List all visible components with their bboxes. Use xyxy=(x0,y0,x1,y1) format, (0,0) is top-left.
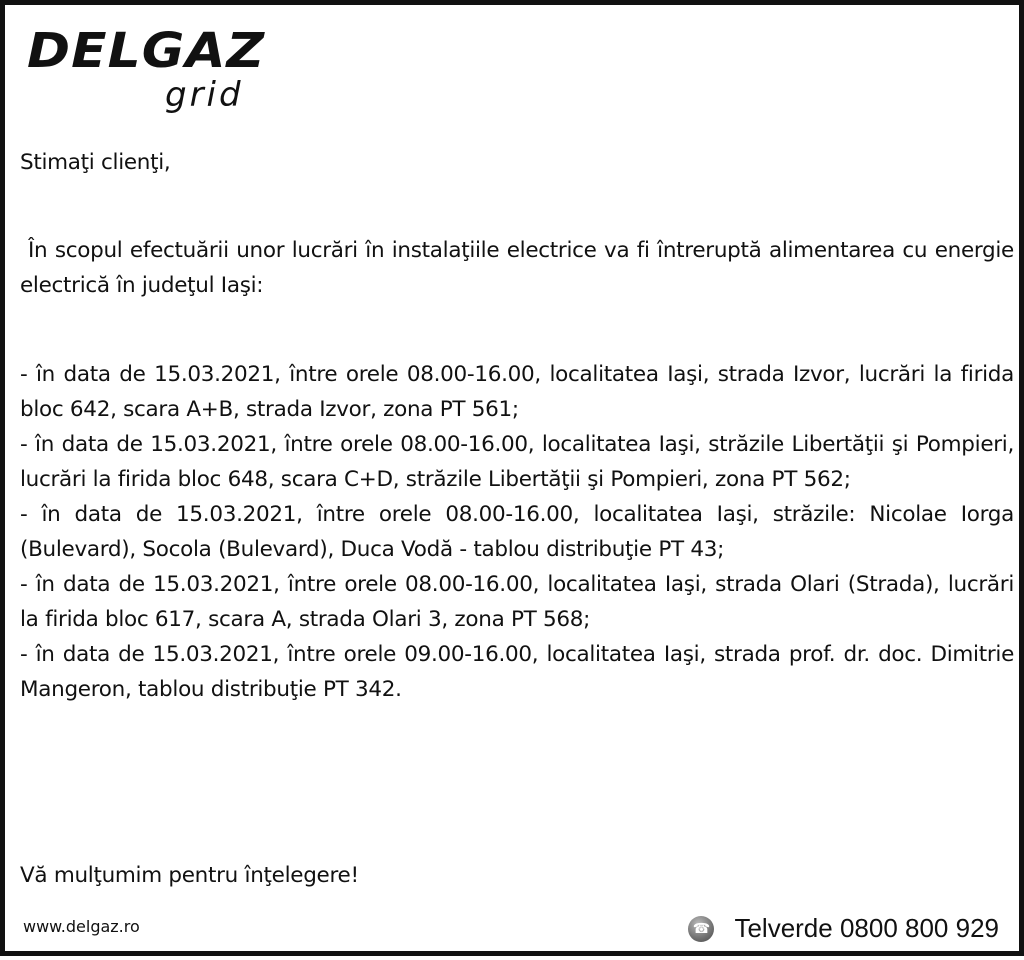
website-link[interactable]: www.delgaz.ro xyxy=(23,917,140,936)
phone-icon: ☎ xyxy=(688,916,714,942)
logo-brand: DELGAZ xyxy=(27,23,266,79)
delgaz-grid-logo xyxy=(27,25,267,115)
thanks-text: Vă mulţumim pentru înţelegere! xyxy=(20,863,359,888)
outage-item: - în data de 15.03.2021, între orele 08.00-16.00, localitatea Iaşi, străzile: Nicolae Iorga (Bulevard), Socola (Bulevard), Duca Vodă - tablou distribuţie PT 43; xyxy=(20,502,1014,562)
outage-item: - în data de 15.03.2021, între orele 08.00-16.00, localitatea Iaşi, străzile Libertăţii şi Pompieri, lucrări la firida bloc 648, scara C+D, străzile Libertăţii şi Pompieri, zona PT 562; xyxy=(20,432,1014,492)
greeting: Stimaţi clienţi, xyxy=(20,150,171,175)
outage-item: - în data de 15.03.2021, între orele 08.00-16.00, localitatea Iaşi, strada Izvor, lucrări la firida bloc 642, scara A+B, strada Izvor, zona PT 561; xyxy=(20,362,1014,422)
outage-item: - în data de 15.03.2021, între orele 09.00-16.00, localitatea Iaşi, strada prof. dr. doc. Dimitrie Mangeron, tablou distribuţie PT 342. xyxy=(20,642,1014,702)
logo-sub: grid xyxy=(165,75,244,115)
hotline xyxy=(688,913,999,944)
hotline-number: Telverde 0800 800 929 xyxy=(734,913,999,943)
intro-paragraph: În scopul efectuării unor lucrări în instalaţiile electrice va fi întreruptă alimentarea cu energie electrică în judeţul Iaşi: xyxy=(20,238,1014,298)
outage-item: - în data de 15.03.2021, între orele 08.00-16.00, localitatea Iaşi, strada Olari (Strada), lucrări la firida bloc 617, scara A, strada Olari 3, zona PT 568; xyxy=(20,572,1014,632)
outage-list xyxy=(20,357,1014,707)
